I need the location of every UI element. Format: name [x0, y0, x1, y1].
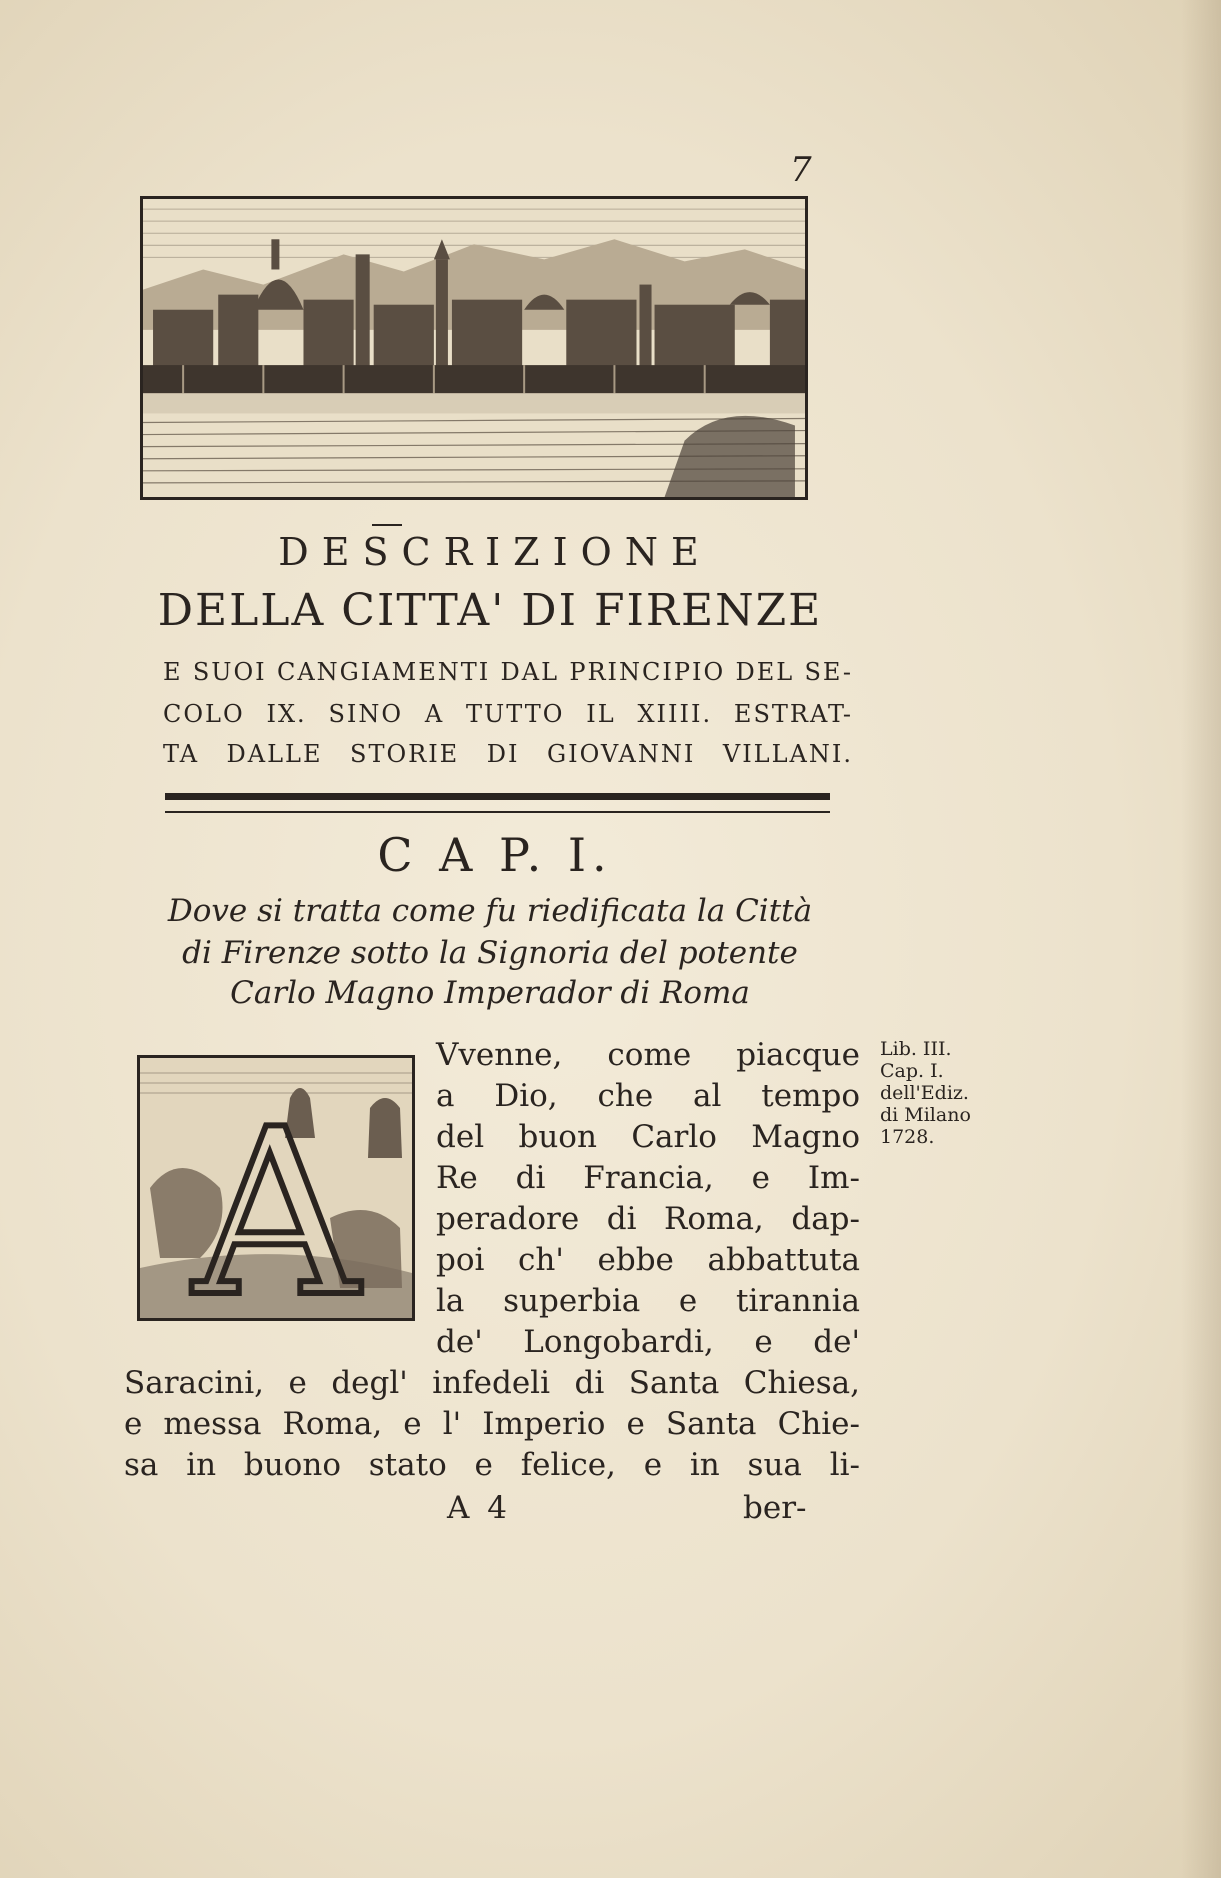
margin-note-line: dell'Ediz. [880, 1082, 969, 1104]
chapter-title-line: Carlo Magno Imperador di Roma [230, 975, 750, 1011]
body-line: Re di Francia, e Im- [436, 1160, 860, 1196]
margin-note-line: Lib. III. [880, 1038, 952, 1060]
title-line-2: DELLA CITTA' DI FIRENZE [157, 585, 823, 636]
thin-rule [165, 811, 830, 813]
engraving-drawing [143, 199, 805, 497]
chapter-title-line: Dove si tratta come fu riedificata la Città [167, 893, 813, 929]
body-line: poi ch' ebbe abbattuta [436, 1242, 860, 1278]
margin-note-line: 1728. [880, 1126, 935, 1148]
body-line: a Dio, che al tempo [436, 1078, 860, 1114]
signature-mark: A 4 [447, 1490, 511, 1526]
chapter-title-line: di Firenze sotto la Signoria del potente [182, 935, 798, 971]
page-edge-shadow [1181, 0, 1221, 1878]
body-line: de' Longobardi, e de' [436, 1324, 860, 1360]
drop-initial-letter: A [192, 1081, 360, 1318]
drop-initial-a [137, 1055, 415, 1321]
thick-rule [165, 793, 830, 800]
catchword: ber- [743, 1490, 807, 1526]
chapter-heading: C A P. I. [377, 828, 613, 882]
body-line: e messa Roma, e l' Imperio e Santa Chie- [124, 1406, 860, 1442]
body-line: Vvenne, come piacque [436, 1037, 860, 1073]
subtitle-line: E SUOI CANGIAMENTI DAL PRINCIPIO DEL SE- [163, 658, 853, 686]
body-line: la superbia e tirannia [436, 1283, 860, 1319]
body-line: sa in buono stato e felice, e in sua li- [124, 1447, 860, 1483]
body-line: peradore di Roma, dap- [436, 1201, 860, 1237]
city-view-engraving [140, 196, 808, 500]
subtitle-line: COLO IX. SINO A TUTTO IL XIIII. ESTRAT- [163, 700, 853, 728]
drop-initial-drawing [140, 1058, 412, 1318]
margin-note-line: Cap. I. [880, 1060, 944, 1082]
page-number: 7 [790, 150, 812, 190]
body-line: Saracini, e degl' infedeli di Santa Chiesa, [124, 1365, 860, 1401]
title-line-1: DESCRIZIONE [278, 530, 712, 574]
subtitle-line: TA DALLE STORIE DI GIOVANNI VILLANI. [163, 740, 853, 768]
margin-note-line: di Milano [880, 1104, 971, 1126]
body-line: del buon Carlo Magno [436, 1119, 860, 1155]
ornament-dash [372, 524, 402, 526]
